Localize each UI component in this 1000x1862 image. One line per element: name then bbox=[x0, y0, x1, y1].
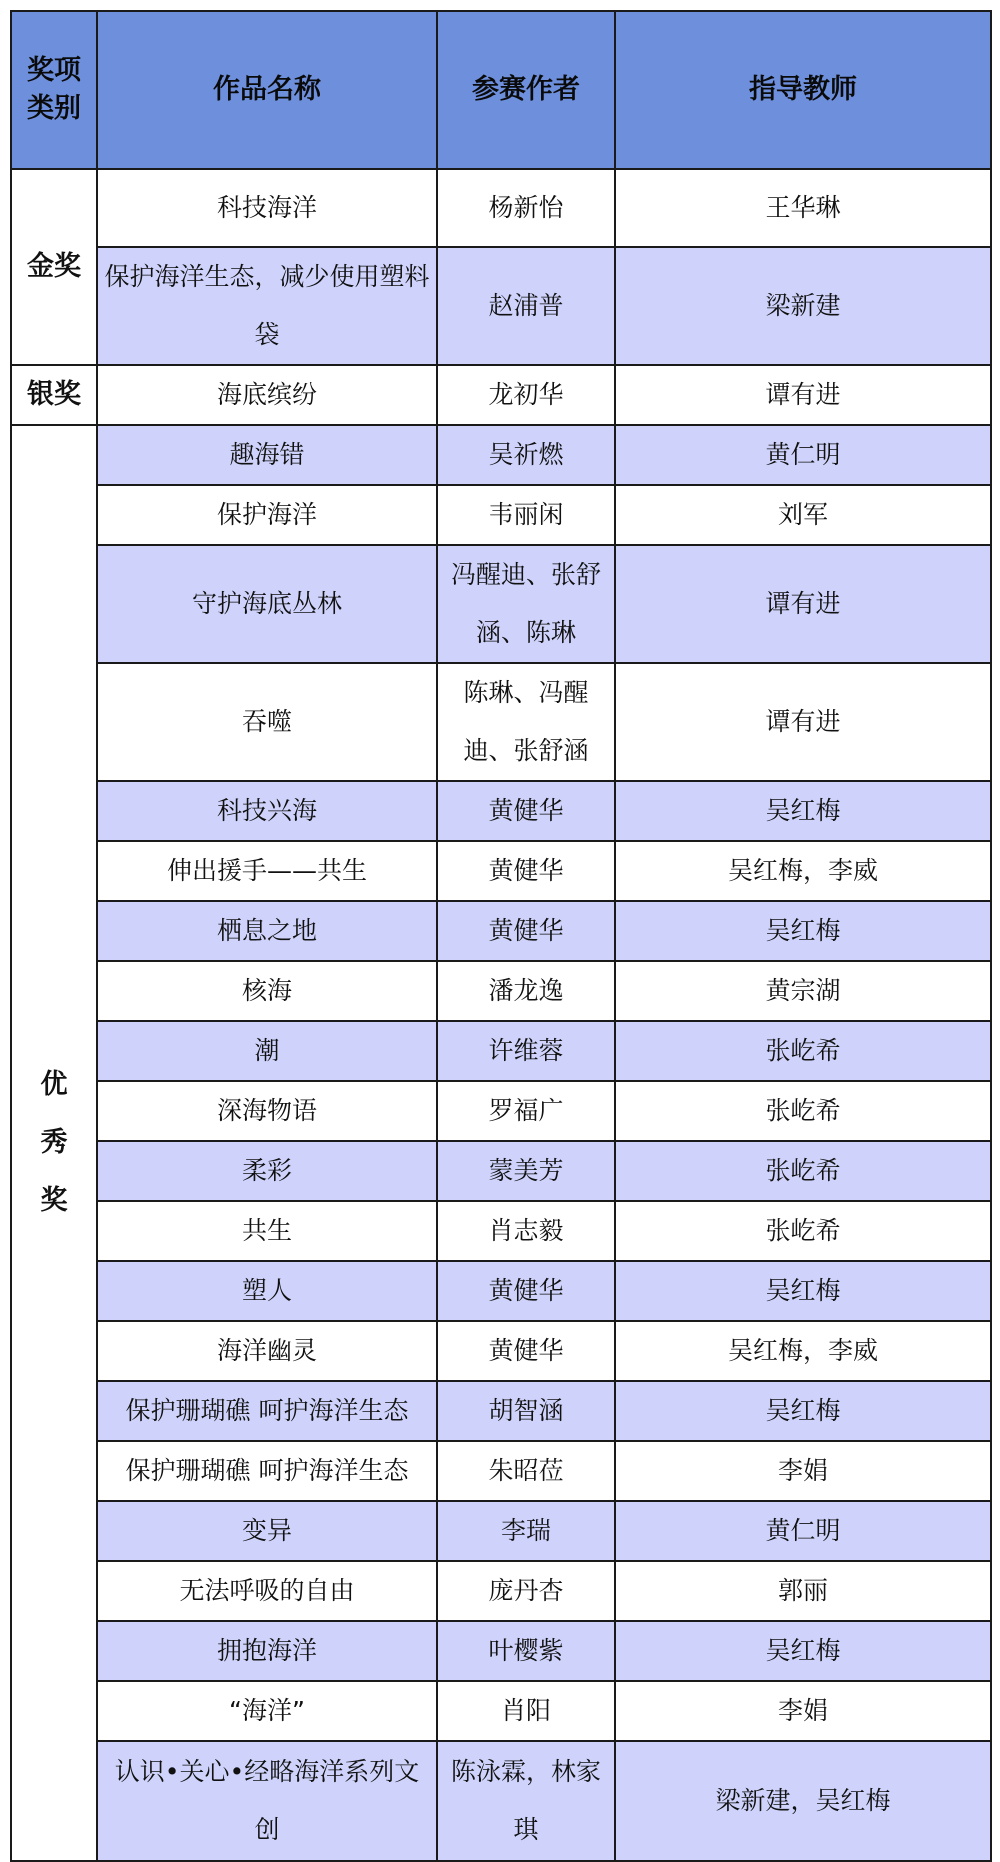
work-title: 深海物语 bbox=[97, 1081, 437, 1141]
work-title: 守护海底丛林 bbox=[97, 545, 437, 663]
teacher-name: 李娟 bbox=[615, 1441, 991, 1501]
author-name: 胡智涵 bbox=[437, 1381, 615, 1441]
work-title: 保护海洋生态，减少使用塑料袋 bbox=[97, 247, 437, 365]
awards-table bbox=[10, 10, 992, 1862]
teacher-name: 王华琳 bbox=[615, 169, 991, 247]
table-row bbox=[11, 781, 991, 841]
table-row bbox=[11, 1561, 991, 1621]
work-title: 伸出援手——共生 bbox=[97, 841, 437, 901]
work-title: 海洋幽灵 bbox=[97, 1321, 437, 1381]
table-row bbox=[11, 247, 991, 365]
author-name: 黄健华 bbox=[437, 901, 615, 961]
teacher-name: 梁新建 bbox=[615, 247, 991, 365]
author-name: 黄健华 bbox=[437, 1321, 615, 1381]
work-title: 共生 bbox=[97, 1201, 437, 1261]
author-name: 黄健华 bbox=[437, 841, 615, 901]
work-title: 认识•关心•经略海洋系列文创 bbox=[97, 1741, 437, 1861]
work-title: 拥抱海洋 bbox=[97, 1621, 437, 1681]
work-title: 科技海洋 bbox=[97, 169, 437, 247]
author-name: 潘龙逸 bbox=[437, 961, 615, 1021]
teacher-name: 谭有进 bbox=[615, 365, 991, 425]
header-work: 作品名称 bbox=[97, 11, 437, 169]
table-row bbox=[11, 1681, 991, 1741]
author-name: 黄健华 bbox=[437, 1261, 615, 1321]
teacher-name: 谭有进 bbox=[615, 663, 991, 781]
table-row bbox=[11, 425, 991, 485]
table-row bbox=[11, 1321, 991, 1381]
teacher-name: 张屹希 bbox=[615, 1141, 991, 1201]
work-title: 无法呼吸的自由 bbox=[97, 1561, 437, 1621]
teacher-name: 郭丽 bbox=[615, 1561, 991, 1621]
work-title: 科技兴海 bbox=[97, 781, 437, 841]
author-name: 肖阳 bbox=[437, 1681, 615, 1741]
table-row bbox=[11, 169, 991, 247]
table-row bbox=[11, 841, 991, 901]
teacher-name: 刘军 bbox=[615, 485, 991, 545]
award-excellence: 优秀奖 bbox=[40, 1069, 68, 1216]
teacher-name: 张屹希 bbox=[615, 1021, 991, 1081]
teacher-name: 梁新建，吴红梅 bbox=[615, 1741, 991, 1861]
table-row bbox=[11, 1261, 991, 1321]
author-name: 赵浦普 bbox=[437, 247, 615, 365]
author-name: 冯醒迪、张舒涵、陈琳 bbox=[437, 545, 615, 663]
table-row bbox=[11, 1081, 991, 1141]
award-silver: 银奖 bbox=[11, 365, 97, 425]
author-name: 吴祈燃 bbox=[437, 425, 615, 485]
teacher-name: 黄宗湖 bbox=[615, 961, 991, 1021]
header-row bbox=[11, 11, 991, 169]
work-title: 吞噬 bbox=[97, 663, 437, 781]
work-title: 核海 bbox=[97, 961, 437, 1021]
work-title: “海洋” bbox=[97, 1681, 437, 1741]
header-teacher: 指导教师 bbox=[615, 11, 991, 169]
author-name: 许维蓉 bbox=[437, 1021, 615, 1081]
table-row bbox=[11, 485, 991, 545]
author-name: 龙初华 bbox=[437, 365, 615, 425]
author-name: 杨新怡 bbox=[437, 169, 615, 247]
author-name: 叶樱紫 bbox=[437, 1621, 615, 1681]
table-row bbox=[11, 1141, 991, 1201]
table-row bbox=[11, 1741, 991, 1861]
teacher-name: 黄仁明 bbox=[615, 425, 991, 485]
teacher-name: 吴红梅，李威 bbox=[615, 1321, 991, 1381]
author-name: 韦丽闲 bbox=[437, 485, 615, 545]
author-name: 李瑞 bbox=[437, 1501, 615, 1561]
teacher-name: 吴红梅 bbox=[615, 1621, 991, 1681]
work-title: 变异 bbox=[97, 1501, 437, 1561]
teacher-name: 谭有进 bbox=[615, 545, 991, 663]
teacher-name: 李娟 bbox=[615, 1681, 991, 1741]
author-name: 罗福广 bbox=[437, 1081, 615, 1141]
table-row bbox=[11, 663, 991, 781]
table-row bbox=[11, 961, 991, 1021]
author-name: 陈泳霖，林家琪 bbox=[437, 1741, 615, 1861]
teacher-name: 吴红梅 bbox=[615, 1381, 991, 1441]
table-row bbox=[11, 1501, 991, 1561]
table-row bbox=[11, 1621, 991, 1681]
work-title: 塑人 bbox=[97, 1261, 437, 1321]
work-title: 柔彩 bbox=[97, 1141, 437, 1201]
work-title: 保护海洋 bbox=[97, 485, 437, 545]
teacher-name: 张屹希 bbox=[615, 1081, 991, 1141]
author-name: 陈琳、冯醒迪、张舒涵 bbox=[437, 663, 615, 781]
author-name: 肖志毅 bbox=[437, 1201, 615, 1261]
table-row bbox=[11, 1381, 991, 1441]
teacher-name: 吴红梅 bbox=[615, 901, 991, 961]
author-name: 朱昭莅 bbox=[437, 1441, 615, 1501]
teacher-name: 黄仁明 bbox=[615, 1501, 991, 1561]
author-name: 黄健华 bbox=[437, 781, 615, 841]
work-title: 趣海错 bbox=[97, 425, 437, 485]
author-name: 蒙美芳 bbox=[437, 1141, 615, 1201]
header-author: 参赛作者 bbox=[437, 11, 615, 169]
work-title: 保护珊瑚礁 呵护海洋生态 bbox=[97, 1381, 437, 1441]
table-row bbox=[11, 365, 991, 425]
teacher-name: 吴红梅 bbox=[615, 781, 991, 841]
work-title: 栖息之地 bbox=[97, 901, 437, 961]
header-category: 奖项类别 bbox=[11, 11, 97, 169]
table-row bbox=[11, 545, 991, 663]
table-row bbox=[11, 1441, 991, 1501]
teacher-name: 吴红梅，李威 bbox=[615, 841, 991, 901]
work-title: 海底缤纷 bbox=[97, 365, 437, 425]
teacher-name: 吴红梅 bbox=[615, 1261, 991, 1321]
table-row bbox=[11, 901, 991, 961]
table-row bbox=[11, 1021, 991, 1081]
author-name: 庞丹杏 bbox=[437, 1561, 615, 1621]
table-row bbox=[11, 1201, 991, 1261]
teacher-name: 张屹希 bbox=[615, 1201, 991, 1261]
award-gold: 金奖 bbox=[11, 169, 97, 365]
work-title: 潮 bbox=[97, 1021, 437, 1081]
work-title: 保护珊瑚礁 呵护海洋生态 bbox=[97, 1441, 437, 1501]
